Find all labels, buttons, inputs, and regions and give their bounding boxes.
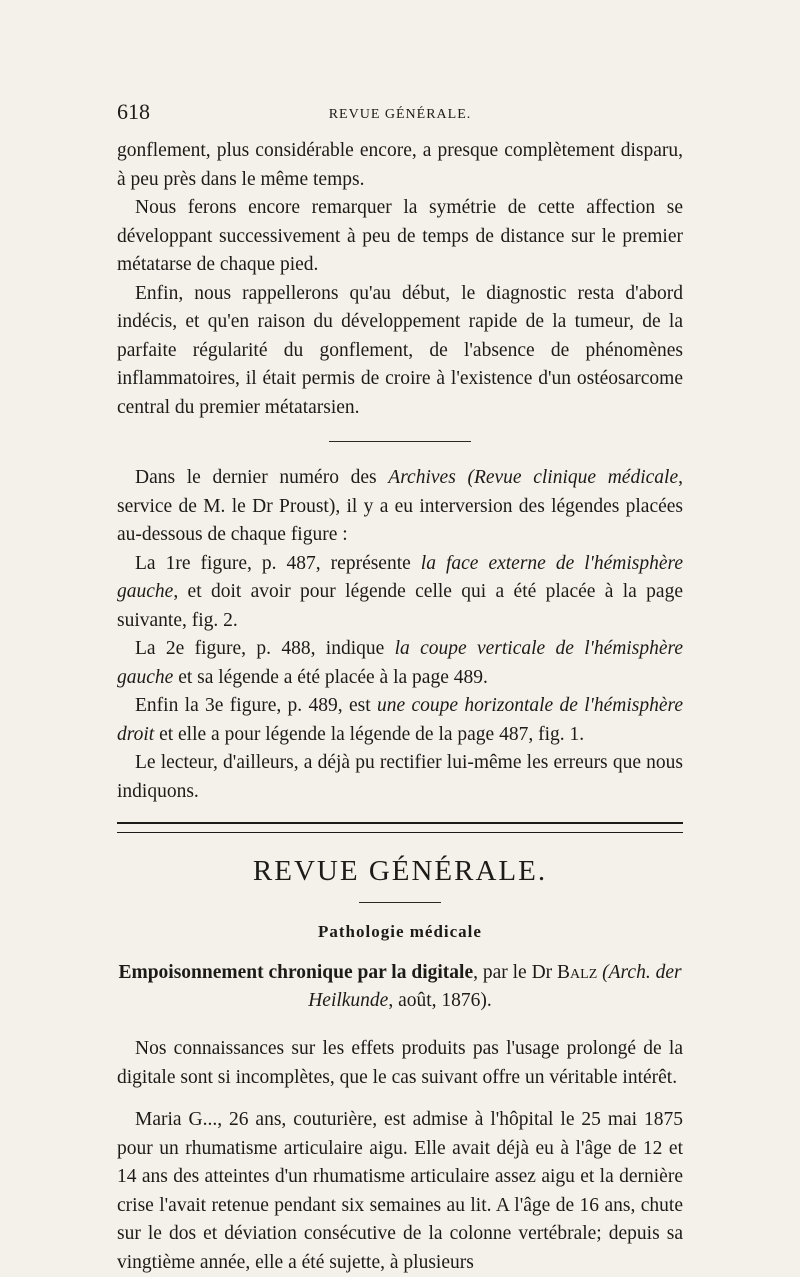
italic-text: la face externe de l'hémisphère gauche	[117, 552, 683, 602]
text: Dans le dernier numéro des	[135, 467, 389, 488]
article-author: Balz	[557, 962, 598, 983]
text: , service de M. le Dr Proust), il y a eu interversion des légendes placées au-dessous de chaque figure :	[117, 467, 683, 545]
page-number: 618	[117, 99, 150, 124]
erratum-fig3	[117, 692, 683, 749]
erratum-closing: Le lecteur, d'ailleurs, a déjà pu rectifier lui-même les erreurs que nous indiquons.	[117, 752, 683, 802]
article-source: (Arch. der Heilkunde	[308, 962, 682, 1011]
text: , août, 1876).	[388, 990, 492, 1011]
article-case: Maria G..., 26 ans, couturière, est admise à l'hôpital le 25 mai 1875 pour un rhumatisme articulaire aigu. Elle avait déjà eu à l'âge de 12 et 14 ans des atteintes d'un rhumatisme articulaire assez aigu et la dernière crise l'avait retenue pendant six semaines au lit. A l'âge de 16 ans, chute sur le dos et déviation consécutive de la colonne vertébrale; depuis sa vingtième année, elle a été sujette, à plusieurs	[117, 1109, 683, 1273]
erratum-fig2	[117, 635, 683, 692]
page-body	[117, 137, 683, 1277]
paragraph-diagnosis: Enfin, nous rappellerons qu'au début, le diagnostic resta d'abord indécis, et qu'en raison du développement rapide de la tumeur, de la parfaite régularité du gonflement, de l'absence de phénomènes inflammatoires, il était permis de croire à l'existence d'un ostéosarcome central du premier métatarsien.	[117, 282, 683, 418]
running-title: REVUE GÉNÉRALE.	[328, 107, 472, 122]
text: La 2e figure, p. 488, indique	[135, 638, 395, 659]
italic-text: Archives (Revue clinique médicale	[388, 467, 679, 488]
title-rule	[359, 902, 441, 903]
paragraph-symmetry: Nous ferons encore remarquer la symétrie de cette affection se développant successivement à peu de temps de distance sur le premier métatarse de chaque pied.	[117, 197, 683, 275]
spacer	[117, 1015, 683, 1035]
article-intro: Nos connaissances sur les effets produits pas l'usage prolongé de la digitale sont si incomplètes, que le cas suivant offre un véritable intérêt.	[117, 1038, 683, 1088]
section-title: REVUE GÉNÉRALE.	[252, 855, 548, 887]
text: et elle a pour légende la légende de la page 487, fig. 1.	[154, 723, 585, 745]
erratum-intro	[117, 464, 683, 550]
text: , par le Dr	[473, 962, 558, 983]
section-subheading: Pathologie médicale	[318, 922, 482, 941]
italic-text: la coupe verticale de l'hémisphère gauche	[117, 638, 683, 688]
erratum-fig1	[117, 550, 683, 636]
italic-text: une coupe horizontale de l'hémisphère droit	[117, 695, 683, 745]
text: et sa légende a été placée à la page 489.	[173, 666, 488, 688]
paragraph-continuation: gonflement, plus considérable encore, a presque complètement disparu, à peu près dans le même temps.	[117, 140, 683, 190]
text: Enfin la 3e figure, p. 489, est	[135, 695, 377, 716]
text: La 1re figure, p. 487, représente	[135, 552, 421, 574]
double-rule-divider	[117, 822, 683, 833]
page-header	[117, 99, 683, 129]
article-title	[117, 959, 683, 1015]
text: , et doit avoir pour légende celle qui a été placée à la page suivante, fig. 2.	[117, 581, 683, 631]
article-title-main: Empoisonnement chronique par la digitale	[118, 962, 474, 983]
section-divider	[329, 441, 471, 442]
